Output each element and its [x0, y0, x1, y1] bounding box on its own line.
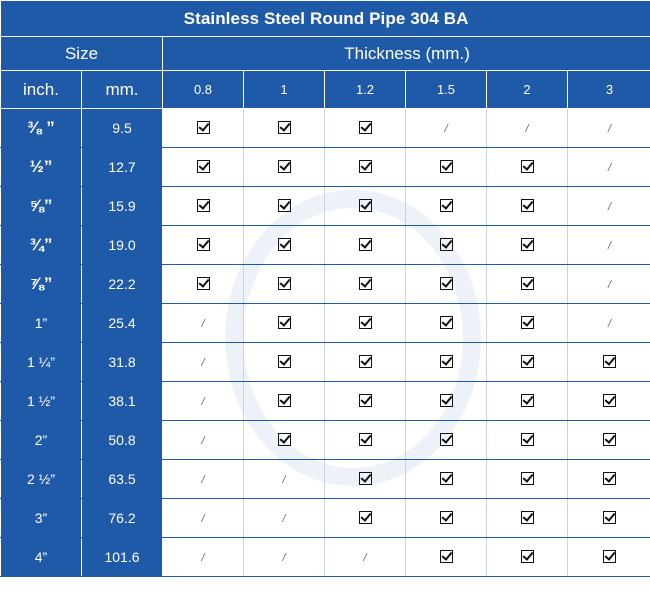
checkbox-checked-icon [440, 355, 453, 368]
checkbox-checked-icon [521, 277, 534, 290]
available-cell [568, 460, 650, 499]
checkbox-checked-icon [197, 160, 210, 173]
checkbox-checked-icon [359, 316, 372, 329]
checkbox-checked-icon [603, 394, 616, 407]
size-inch: 3” [1, 499, 82, 538]
checkbox-checked-icon [359, 394, 372, 407]
not-available-mark: / [444, 123, 448, 135]
available-cell [487, 187, 568, 226]
checkbox-checked-icon [359, 238, 372, 251]
available-cell [406, 148, 487, 187]
table-row [1, 460, 650, 499]
checkbox-checked-icon [603, 472, 616, 485]
available-cell [406, 460, 487, 499]
checkbox-checked-icon [278, 433, 291, 446]
checkbox-checked-icon [278, 160, 291, 173]
available-cell [325, 226, 406, 265]
thickness-col-header: 3 [568, 71, 650, 109]
not-available-mark: / [201, 474, 205, 486]
unavailable-cell [163, 304, 244, 343]
not-available-mark: / [525, 123, 529, 135]
table-body [1, 109, 650, 577]
size-inch: 1 ¼” [1, 343, 82, 382]
not-available-mark: / [201, 357, 205, 369]
available-cell [487, 421, 568, 460]
checkbox-checked-icon [278, 277, 291, 290]
checkbox-checked-icon [359, 199, 372, 212]
table-row [1, 421, 650, 460]
table-row [1, 265, 650, 304]
size-inch: 2 ½” [1, 460, 82, 499]
unavailable-cell [406, 109, 487, 148]
size-inch: ½” [1, 148, 82, 187]
available-cell [244, 382, 325, 421]
checkbox-checked-icon [521, 472, 534, 485]
unavailable-cell [568, 304, 650, 343]
table-row [1, 304, 650, 343]
not-available-mark: / [608, 201, 612, 213]
checkbox-checked-icon [440, 277, 453, 290]
checkbox-checked-icon [197, 277, 210, 290]
available-cell [406, 226, 487, 265]
not-available-mark: / [201, 396, 205, 408]
unavailable-cell [163, 499, 244, 538]
available-cell [568, 499, 650, 538]
checkbox-checked-icon [440, 316, 453, 329]
checkbox-checked-icon [521, 550, 534, 563]
not-available-mark: / [608, 123, 612, 135]
available-cell [163, 148, 244, 187]
unavailable-cell [244, 499, 325, 538]
checkbox-checked-icon [603, 511, 616, 524]
not-available-mark: / [608, 240, 612, 252]
available-cell [325, 460, 406, 499]
available-cell [244, 226, 325, 265]
size-mm: 19.0 [82, 226, 163, 265]
size-inch: ⅝” [1, 187, 82, 226]
checkbox-checked-icon [521, 160, 534, 173]
size-inch: 1 ½” [1, 382, 82, 421]
thickness-header: Thickness (mm.) [163, 37, 650, 71]
not-available-mark: / [608, 279, 612, 291]
thickness-col-header: 1 [244, 71, 325, 109]
thickness-col-header: 0.8 [163, 71, 244, 109]
checkbox-checked-icon [603, 355, 616, 368]
checkbox-checked-icon [278, 316, 291, 329]
size-mm: 31.8 [82, 343, 163, 382]
available-cell [487, 148, 568, 187]
available-cell [244, 421, 325, 460]
table-row [1, 226, 650, 265]
table-row [1, 343, 650, 382]
available-cell [487, 382, 568, 421]
not-available-mark: / [608, 162, 612, 174]
unavailable-cell [244, 538, 325, 577]
thickness-col-header: 1.2 [325, 71, 406, 109]
checkbox-checked-icon [521, 511, 534, 524]
checkbox-checked-icon [359, 511, 372, 524]
table-row [1, 538, 650, 577]
size-mm: 63.5 [82, 460, 163, 499]
size-mm: 101.6 [82, 538, 163, 577]
size-mm: 9.5 [82, 109, 163, 148]
available-cell [325, 304, 406, 343]
checkbox-checked-icon [359, 355, 372, 368]
not-available-mark: / [282, 513, 286, 525]
unavailable-cell [163, 343, 244, 382]
available-cell [163, 265, 244, 304]
mm-header: mm. [82, 71, 163, 109]
size-mm: 76.2 [82, 499, 163, 538]
checkbox-checked-icon [359, 277, 372, 290]
available-cell [406, 265, 487, 304]
unavailable-cell [568, 226, 650, 265]
size-mm: 12.7 [82, 148, 163, 187]
available-cell [325, 343, 406, 382]
available-cell [568, 538, 650, 577]
available-cell [568, 421, 650, 460]
checkbox-checked-icon [440, 433, 453, 446]
unavailable-cell [487, 109, 568, 148]
not-available-mark: / [201, 435, 205, 447]
available-cell [568, 343, 650, 382]
available-cell [325, 499, 406, 538]
unavailable-cell [568, 187, 650, 226]
available-cell [244, 187, 325, 226]
available-cell [568, 382, 650, 421]
unavailable-cell [568, 109, 650, 148]
size-inch: 1” [1, 304, 82, 343]
unavailable-cell [163, 538, 244, 577]
available-cell [244, 265, 325, 304]
checkbox-checked-icon [521, 199, 534, 212]
checkbox-checked-icon [278, 199, 291, 212]
checkbox-checked-icon [440, 160, 453, 173]
available-cell [487, 265, 568, 304]
checkbox-checked-icon [278, 238, 291, 251]
available-cell [163, 187, 244, 226]
thickness-col-header: 2 [487, 71, 568, 109]
size-mm: 22.2 [82, 265, 163, 304]
not-available-mark: / [201, 552, 205, 564]
checkbox-checked-icon [440, 550, 453, 563]
size-inch: 4” [1, 538, 82, 577]
available-cell [325, 187, 406, 226]
unavailable-cell [244, 460, 325, 499]
checkbox-checked-icon [359, 472, 372, 485]
available-cell [244, 109, 325, 148]
size-header: Size [1, 37, 163, 71]
checkbox-checked-icon [440, 199, 453, 212]
not-available-mark: / [201, 513, 205, 525]
not-available-mark: / [282, 552, 286, 564]
table-row [1, 148, 650, 187]
checkbox-checked-icon [197, 121, 210, 134]
size-mm: 38.1 [82, 382, 163, 421]
available-cell [325, 382, 406, 421]
size-mm: 15.9 [82, 187, 163, 226]
available-cell [487, 538, 568, 577]
available-cell [325, 421, 406, 460]
unavailable-cell [163, 460, 244, 499]
checkbox-checked-icon [521, 355, 534, 368]
not-available-mark: / [363, 552, 367, 564]
size-mm: 25.4 [82, 304, 163, 343]
checkbox-checked-icon [278, 394, 291, 407]
checkbox-checked-icon [359, 160, 372, 173]
checkbox-checked-icon [359, 433, 372, 446]
size-inch: 2” [1, 421, 82, 460]
available-cell [406, 421, 487, 460]
table-row [1, 499, 650, 538]
available-cell [487, 304, 568, 343]
unavailable-cell [163, 421, 244, 460]
checkbox-checked-icon [197, 199, 210, 212]
unavailable-cell [325, 538, 406, 577]
not-available-mark: / [608, 318, 612, 330]
checkbox-checked-icon [603, 433, 616, 446]
not-available-mark: / [282, 474, 286, 486]
size-mm: 50.8 [82, 421, 163, 460]
available-cell [406, 538, 487, 577]
table-row [1, 109, 650, 148]
available-cell [325, 109, 406, 148]
available-cell [163, 226, 244, 265]
checkbox-checked-icon [521, 433, 534, 446]
thickness-col-header: 1.5 [406, 71, 487, 109]
available-cell [406, 187, 487, 226]
table-row [1, 382, 650, 421]
available-cell [163, 109, 244, 148]
available-cell [406, 499, 487, 538]
checkbox-checked-icon [278, 355, 291, 368]
size-inch: ⅜ ” [1, 109, 82, 148]
unavailable-cell [163, 382, 244, 421]
size-inch: ¾” [1, 226, 82, 265]
available-cell [244, 148, 325, 187]
available-cell [487, 343, 568, 382]
checkbox-checked-icon [521, 316, 534, 329]
available-cell [487, 460, 568, 499]
table-row [1, 187, 650, 226]
not-available-mark: / [201, 318, 205, 330]
checkbox-checked-icon [440, 511, 453, 524]
checkbox-checked-icon [440, 472, 453, 485]
inch-header: inch. [1, 71, 82, 109]
table-title: Stainless Steel Round Pipe 304 BA [1, 1, 650, 37]
checkbox-checked-icon [278, 121, 291, 134]
checkbox-checked-icon [521, 238, 534, 251]
available-cell [244, 343, 325, 382]
available-cell [487, 226, 568, 265]
size-inch: ⅞” [1, 265, 82, 304]
checkbox-checked-icon [440, 394, 453, 407]
available-cell [487, 499, 568, 538]
checkbox-checked-icon [440, 238, 453, 251]
checkbox-checked-icon [359, 121, 372, 134]
available-cell [325, 265, 406, 304]
available-cell [406, 343, 487, 382]
checkbox-checked-icon [521, 394, 534, 407]
checkbox-checked-icon [197, 238, 210, 251]
unavailable-cell [568, 148, 650, 187]
available-cell [244, 304, 325, 343]
available-cell [406, 304, 487, 343]
unavailable-cell [568, 265, 650, 304]
available-cell [406, 382, 487, 421]
available-cell [325, 148, 406, 187]
checkbox-checked-icon [603, 550, 616, 563]
